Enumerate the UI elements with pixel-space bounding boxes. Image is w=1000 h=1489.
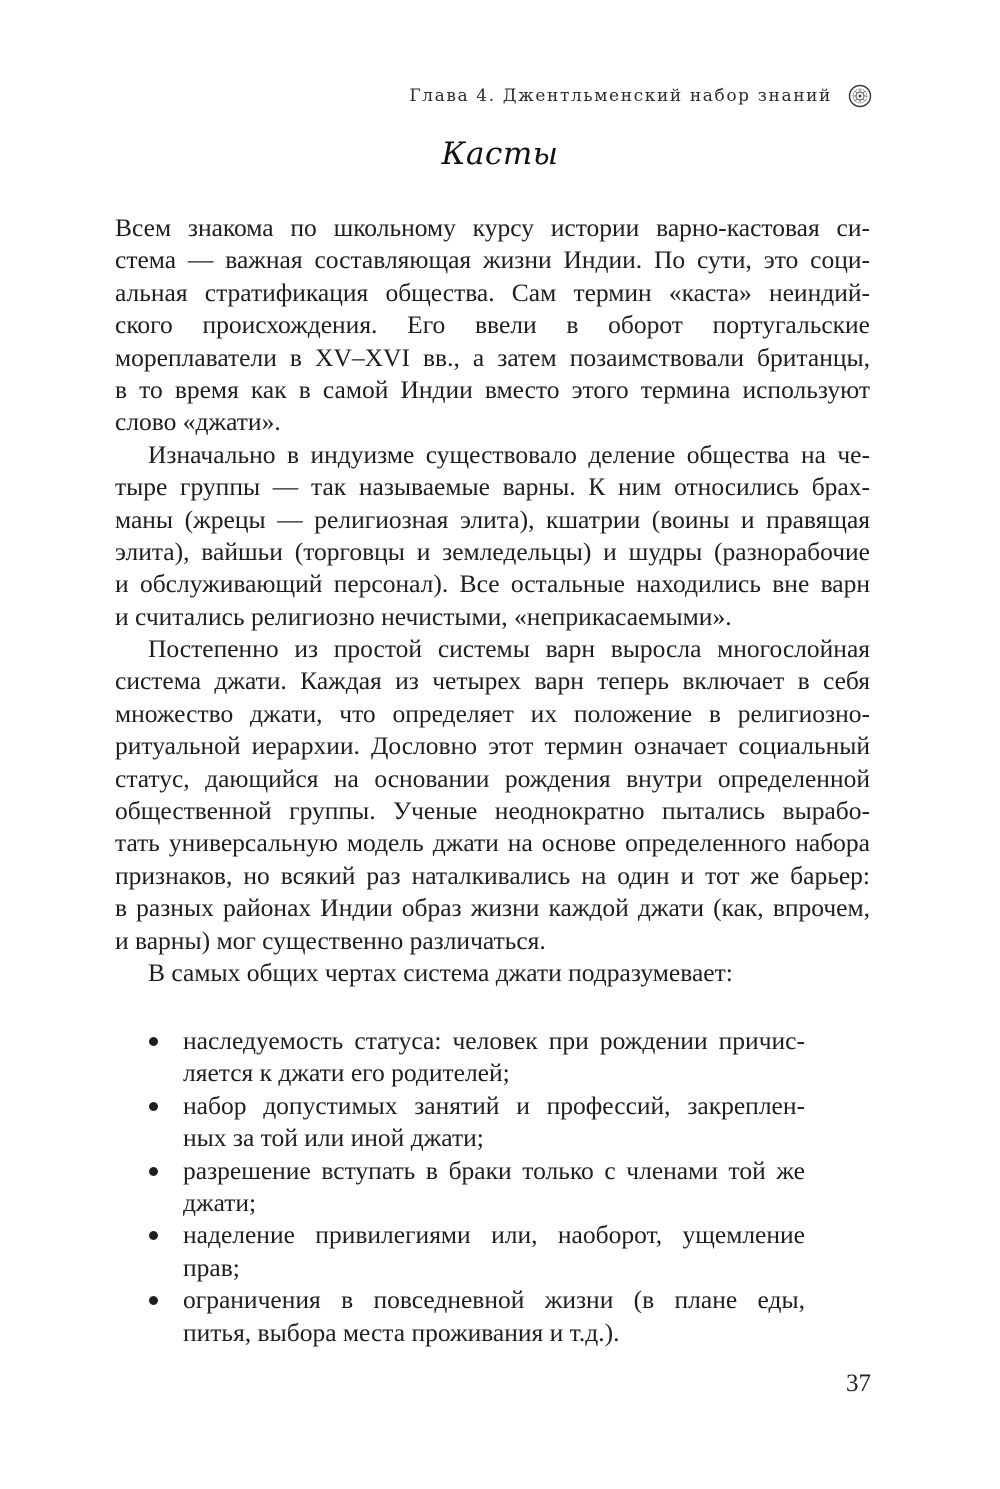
text-line: питья, выбора места проживания и т.д.). — [183, 1317, 620, 1347]
mandala-ornament-icon — [848, 84, 872, 108]
text-line: ограничения в повседневной жизни (в плане еды, — [183, 1285, 805, 1315]
paragraph — [115, 212, 870, 439]
text-line: наследуемость статуса: человек при рождении причис- — [183, 1026, 805, 1055]
paragraph — [115, 633, 870, 957]
text-line: В самых общих чертах система джати подразумевает: — [148, 957, 733, 987]
text-line: множество джати, что определяет их положение в религиозно- — [115, 698, 870, 728]
bullet-list — [145, 1025, 805, 1349]
bullet-icon — [149, 1102, 158, 1111]
list-item — [145, 1284, 805, 1349]
body-text — [115, 212, 870, 989]
text-line: мореплаватели в XV–XVI вв., а затем позаимствовали британцы, — [115, 342, 870, 372]
bullet-icon — [149, 1167, 158, 1176]
text-line: ского происхождения. Его ввели в оборот португальские — [115, 310, 870, 340]
text-line: прав; — [183, 1252, 240, 1282]
running-head-text: Глава 4. Джентльменский набор знаний — [409, 86, 832, 106]
text-line: ляется к джати его родителей; — [183, 1058, 510, 1088]
text-line: ных за той или иной джати; — [183, 1123, 484, 1153]
text-line: в разных районах Индии образ жизни каждой джати (как, впрочем, — [115, 893, 870, 923]
section-title: Касты — [441, 136, 559, 172]
list-item — [145, 1219, 805, 1284]
text-line: в то время как в самой Индии вместо этого термина используют — [115, 374, 870, 404]
text-line: Постепенно из простой системы варн выросла многослойная — [148, 634, 870, 664]
text-line: статус, дающийся на основании рождения внутри определенной — [115, 763, 870, 793]
text-line: признаков, но всякий раз наталкивались на один и тот же барьер: — [115, 860, 870, 890]
text-line: стема — важная составляющая жизни Индии. По сути, это соци- — [115, 245, 870, 275]
text-line: элита), вайшьи (торговцы и земледельцы) и шудры (разнорабочие — [115, 536, 870, 566]
page-number: 37 — [846, 1370, 871, 1397]
text-line: альная стратификация общества. Сам термин «каста» неиндий- — [115, 277, 870, 307]
text-line: и обслуживающий персонал). Все остальные находились вне варн — [115, 569, 870, 599]
text-line: Изначально в индуизме существовало деление общества на че- — [148, 439, 870, 469]
text-line: ритуальной иерархии. Дословно этот термин означает социальный — [115, 731, 870, 761]
bullet-icon — [149, 1231, 158, 1240]
text-line: и считались религиозно нечистыми, «неприкасаемыми». — [115, 601, 732, 631]
text-line: тыре группы — так называемые варны. К ним относились брах- — [115, 472, 870, 502]
text-line: тать универсальную модель джати на основе определенного набора — [115, 828, 870, 858]
text-line: Всем знакома по школьному курсу истории варно-кастовая си- — [115, 213, 870, 242]
text-line: и варны) мог существенно различаться. — [115, 925, 546, 955]
text-line: набор допустимых занятий и профессий, закреплен- — [183, 1090, 805, 1120]
text-line: общественной группы. Ученые неоднократно пытались вырабо- — [115, 796, 870, 826]
text-line: система джати. Каждая из четырех варн теперь включает в себя — [115, 666, 870, 696]
text-line: джати; — [183, 1187, 257, 1217]
text-line: разрешение вступать в браки только с членами той же — [183, 1155, 805, 1185]
list-item — [145, 1025, 805, 1090]
paragraph — [115, 957, 870, 989]
text-line: наделение привилегиями или, наоборот, ущемление — [183, 1220, 805, 1250]
bullet-icon — [149, 1296, 158, 1305]
text-line: маны (жрецы — религиозная элита), кшатрии (воины и правящая — [115, 504, 870, 534]
bullet-icon — [149, 1037, 158, 1046]
text-line: слово «джати». — [115, 407, 281, 437]
running-head — [409, 84, 872, 108]
paragraph — [115, 439, 870, 633]
list-item — [145, 1090, 805, 1155]
list-item — [145, 1155, 805, 1220]
